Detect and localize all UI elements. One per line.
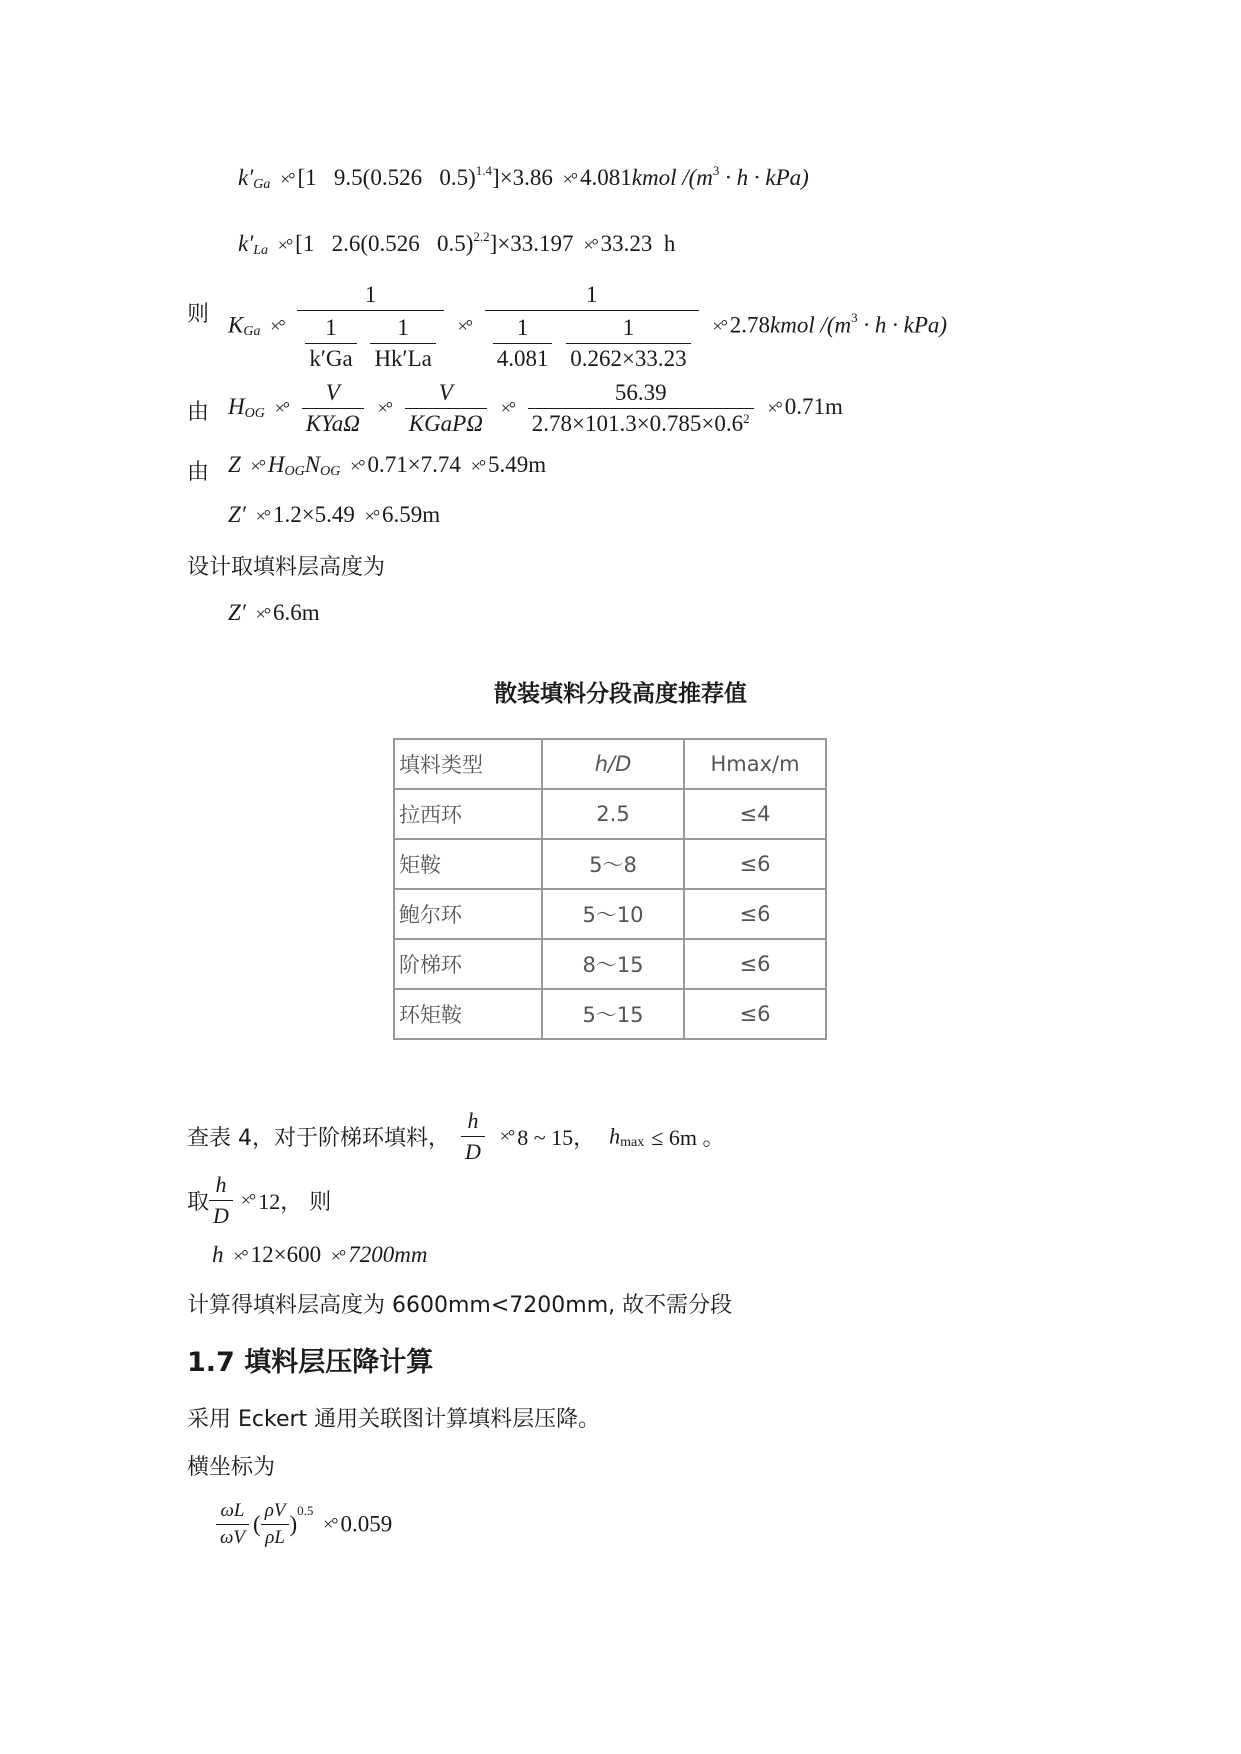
- table-row: [394, 939, 826, 989]
- table-cell: 拉西环: [394, 789, 542, 839]
- equation-Z-prime: Z′ ×° 1.2×5.49 ×° 6.59m: [228, 502, 441, 527]
- header-cell: 填料类型: [394, 739, 542, 789]
- table-cell: ≤6: [684, 989, 826, 1039]
- table-cell: ≤4: [684, 789, 826, 839]
- header-cell: Hmax/m: [684, 739, 826, 789]
- equation-Z-prime-final: Z′ ×° 6.6m: [228, 600, 320, 625]
- equation-h: h ×° 12×600 ×° 7200mm: [212, 1242, 428, 1267]
- equation-HOG: HOG ×° $\frac{V}{\text{KYaΩ}}$ ×° $\frac{V}{\text{KGaPΩ}}$ ×° $\frac{56.39}{2.78\times 101.3\times 0.785\times 0.6^2}$ ×° 0.71m: [228, 380, 843, 436]
- table-cell: 环矩鞍: [394, 989, 542, 1039]
- table-cell: 鲍尔环: [394, 889, 542, 939]
- table-cell: ≤6: [684, 939, 826, 989]
- paragraph-design-height: 设计取填料层高度为: [187, 555, 386, 580]
- table-cell: ≤6: [684, 889, 826, 939]
- equation-kGa: k′Ga ×° [1 9.5(0.526 0.5)$^{1.4}$]×3.86 ×° 4.081kmol $/(m^3 \cdot h \cdot kPa)$: [238, 163, 809, 192]
- equation-KGa: KGa ×° 1 $\frac{1}{k'Ga}$ $\frac{1}{Hk'La}$ ×° 1 $\frac{1}{4.081}$ $\frac{1}{0.262\times 33.23}$ ×° 2.78kmol $/(m^3 \cdot h \cdot kPa)$: [228, 282, 948, 371]
- paragraph-conclusion: 计算得填料层高度为 6600mm<7200mm, 故不需分段: [187, 1293, 733, 1318]
- table-cell: ≤6: [684, 839, 826, 889]
- equation-kLa: k′La ×° [1 2.6(0.526 0.5)$^{2.2}$]×33.197 ×° 33.23 h: [238, 229, 676, 258]
- table-row: [394, 989, 826, 1039]
- section-heading: 1.7 填料层压降计算: [187, 1347, 434, 1378]
- table-row: [394, 789, 826, 839]
- paragraph-take-ratio: 取 $\frac{h}{D}$ ×° 12， 则: [187, 1172, 332, 1228]
- table-cell: 2.5: [542, 789, 684, 839]
- table-cell: 阶梯环: [394, 939, 542, 989]
- table-cell: 8～15: [542, 939, 684, 989]
- table-header-row: [394, 739, 826, 789]
- table-cell: 5～8: [542, 839, 684, 889]
- table-row: [394, 839, 826, 889]
- table-cell: 矩鞍: [394, 839, 542, 889]
- paragraph-eckert: 采用 Eckert 通用关联图计算填料层压降。: [187, 1407, 601, 1432]
- header-cell: h/D: [542, 739, 684, 789]
- lead-you-2: 由: [187, 460, 210, 485]
- table-row: [394, 889, 826, 939]
- equation-abscissa: $\frac{\omega L}{\omega V}$ ( $\frac{\rho V}{\rho L}$ )$^{0.5}$ ×° 0.059: [212, 1500, 392, 1549]
- table-cell: 5～10: [542, 889, 684, 939]
- packing-height-table: [393, 738, 827, 1040]
- lead-ze: 则: [187, 302, 210, 327]
- lead-you-1: 由: [187, 400, 210, 425]
- paragraph-lookup-table: 查表 4，对于阶梯环填料， $\frac{h}{D}$ ×° 8 ~ 15， hmax ≤ 6m 。: [187, 1108, 725, 1164]
- paragraph-abscissa: 横坐标为: [187, 1455, 276, 1480]
- table-caption: 散装填料分段高度推荐值: [494, 681, 747, 707]
- table-cell: 5～15: [542, 989, 684, 1039]
- equation-Z: Z ×° HOGNOG ×° 0.71×7.74 ×° 5.49m: [228, 452, 547, 479]
